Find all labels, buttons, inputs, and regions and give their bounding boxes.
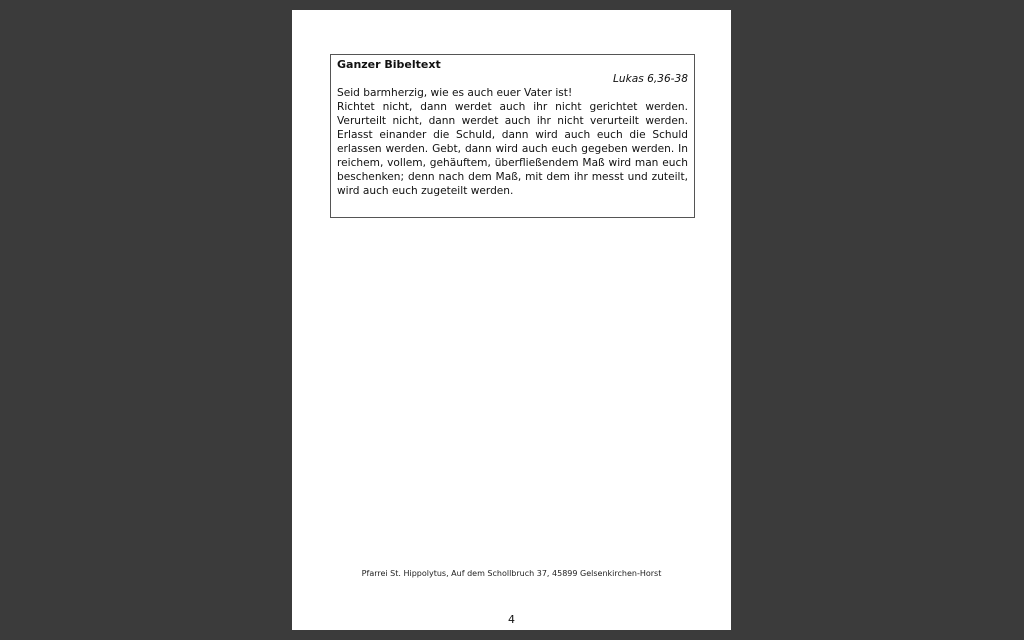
box-title: Ganzer Bibeltext <box>337 58 441 71</box>
first-line: Seid barmherzig, wie es auch euer Vater ist! <box>337 87 573 99</box>
bible-reference: Lukas 6,36-38 <box>612 73 688 85</box>
page-footer: Pfarrei St. Hippolytus, Auf dem Schollbruch 37, 45899 Gelsenkirchen-Horst <box>361 569 662 578</box>
document-page <box>292 10 731 630</box>
bible-text-box <box>330 54 695 218</box>
page-number: 4 <box>508 613 515 626</box>
bible-body-text: Richtet nicht, dann werdet auch ihr nicht gerichtet werden. Verurteilt nicht, dann werdet auch ihr nicht verurteilt werden. Erlasst einander die Schuld, dann wird auch euch die Schuld erlassen werden. Gebt, dann wird auch euch gegeben werden. In reichem, vollem, gehäuftem, überfließendem Maß wird man euch beschenken; denn nach dem Maß, mit dem ihr messt und zuteilt, wird auch euch zugeteilt werden. <box>337 101 688 197</box>
